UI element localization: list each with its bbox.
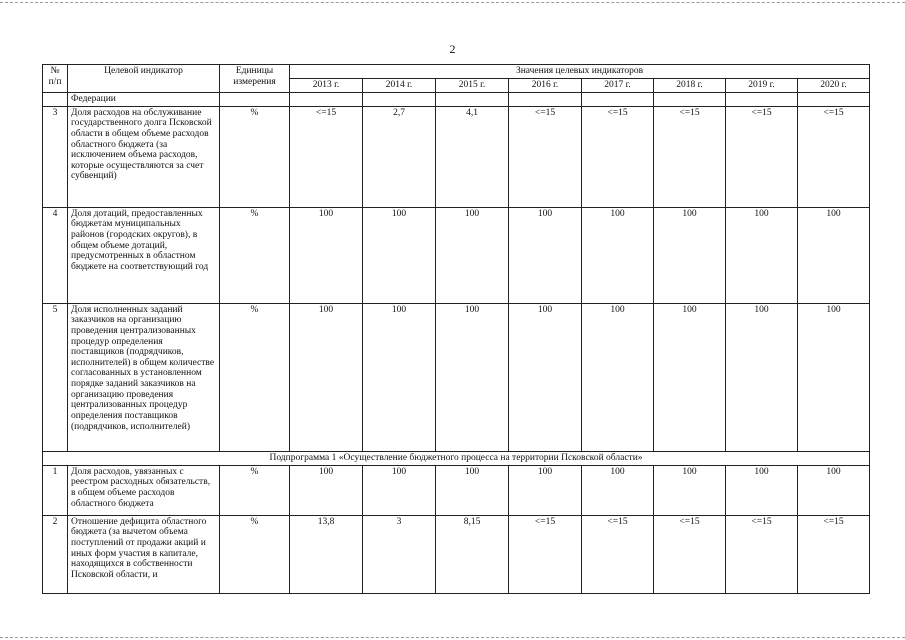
value-cell: 100 [363,303,436,451]
value-cell: <=15 [726,106,798,207]
header-year: 2020 г. [798,79,870,93]
continuation-text: Федерации [68,93,220,107]
indicator-name: Доля исполненных заданий заказчиков на организацию проведения централизованных процедур определения поставщиков (подрядчиков, исполнителей) в общем количестве согласованных в установленном порядке заданий заказчиков на организацию проведения централизованных процедур определения поставщиков (подрядчиков, исполнителей) [68,303,220,451]
page-number: 2 [449,42,456,56]
value-cell: 100 [726,465,798,515]
value-cell: 100 [798,465,870,515]
value-cell: 100 [726,303,798,451]
value-cell: 100 [509,303,582,451]
value-cell: <=15 [726,515,798,593]
value-cell: <=15 [582,515,654,593]
value-cell: 100 [654,303,726,451]
value-cell: <=15 [654,106,726,207]
value-cell: 100 [582,303,654,451]
table-row [43,515,870,593]
header-year: 2015 г. [436,79,509,93]
value-cell: <=15 [509,106,582,207]
subprogram-row [43,451,870,465]
value-cell: 100 [509,207,582,303]
value-cell: 100 [582,465,654,515]
value-cell: 2,7 [363,106,436,207]
value-cell: 100 [290,303,363,451]
header-values-group: Значения целевых индикаторов [290,65,870,79]
value-cell: 8,15 [436,515,509,593]
continuation-row [43,93,870,107]
value-cell: <=15 [798,106,870,207]
unit-cell: % [220,207,290,303]
value-cell: 100 [436,207,509,303]
value-cell: 100 [654,465,726,515]
row-num: 4 [43,207,68,303]
row-num: 2 [43,515,68,593]
table-row [43,207,870,303]
scan-top-edge [0,2,905,3]
header-year: 2019 г. [726,79,798,93]
scan-bottom-edge [0,637,905,638]
header-year: 2014 г. [363,79,436,93]
row-num: 3 [43,106,68,207]
value-cell: 100 [436,465,509,515]
value-cell: <=15 [582,106,654,207]
value-cell: 100 [798,303,870,451]
value-cell: <=15 [509,515,582,593]
value-cell: 100 [582,207,654,303]
header-year: 2017 г. [582,79,654,93]
value-cell: 13,8 [290,515,363,593]
value-cell: 100 [436,303,509,451]
indicator-name: Доля расходов на обслуживание государственного долга Псковской области в общем объеме расходов областного бюджета (за исключением объема расходов, которые осуществляются за счет субвенций) [68,106,220,207]
value-cell: 100 [290,465,363,515]
header-indicator: Целевой индикатор [68,65,220,93]
value-cell: 100 [654,207,726,303]
row-num: 1 [43,465,68,515]
header-year: 2016 г. [509,79,582,93]
indicator-name: Доля расходов, увязанных с реестром расходных обязательств, в общем объеме расходов областного бюджета [68,465,220,515]
value-cell: 100 [363,207,436,303]
value-cell: <=15 [654,515,726,593]
header-year: 2013 г. [290,79,363,93]
value-cell: 100 [798,207,870,303]
value-cell: 4,1 [436,106,509,207]
value-cell: 100 [726,207,798,303]
indicator-name: Доля дотаций, предоставленных бюджетам муниципальных районов (городских округов), в общем объеме дотаций, предусмотренных в областном бюджете на соответствующий год [68,207,220,303]
table-row [43,106,870,207]
value-cell: <=15 [798,515,870,593]
header-num: № п/п [43,65,68,93]
unit-cell: % [220,465,290,515]
indicators-table [42,64,870,594]
value-cell: 100 [290,207,363,303]
table-row [43,465,870,515]
value-cell: 100 [509,465,582,515]
header-year: 2018 г. [654,79,726,93]
unit-cell: % [220,303,290,451]
table-row [43,303,870,451]
value-cell: 100 [363,465,436,515]
row-num: 5 [43,303,68,451]
unit-cell: % [220,515,290,593]
header-unit: Единицы измерения [220,65,290,93]
unit-cell: % [220,106,290,207]
indicator-name: Отношение дефицита областного бюджета (за вычетом объема поступлений от продажи акций и иных форм участия в капитале, находящихся в собственности Псковской области, и [68,515,220,593]
value-cell: <=15 [290,106,363,207]
value-cell: 3 [363,515,436,593]
subprogram-title: Подпрограмма 1 «Осуществление бюджетного процесса на территории Псковской области» [43,451,870,465]
